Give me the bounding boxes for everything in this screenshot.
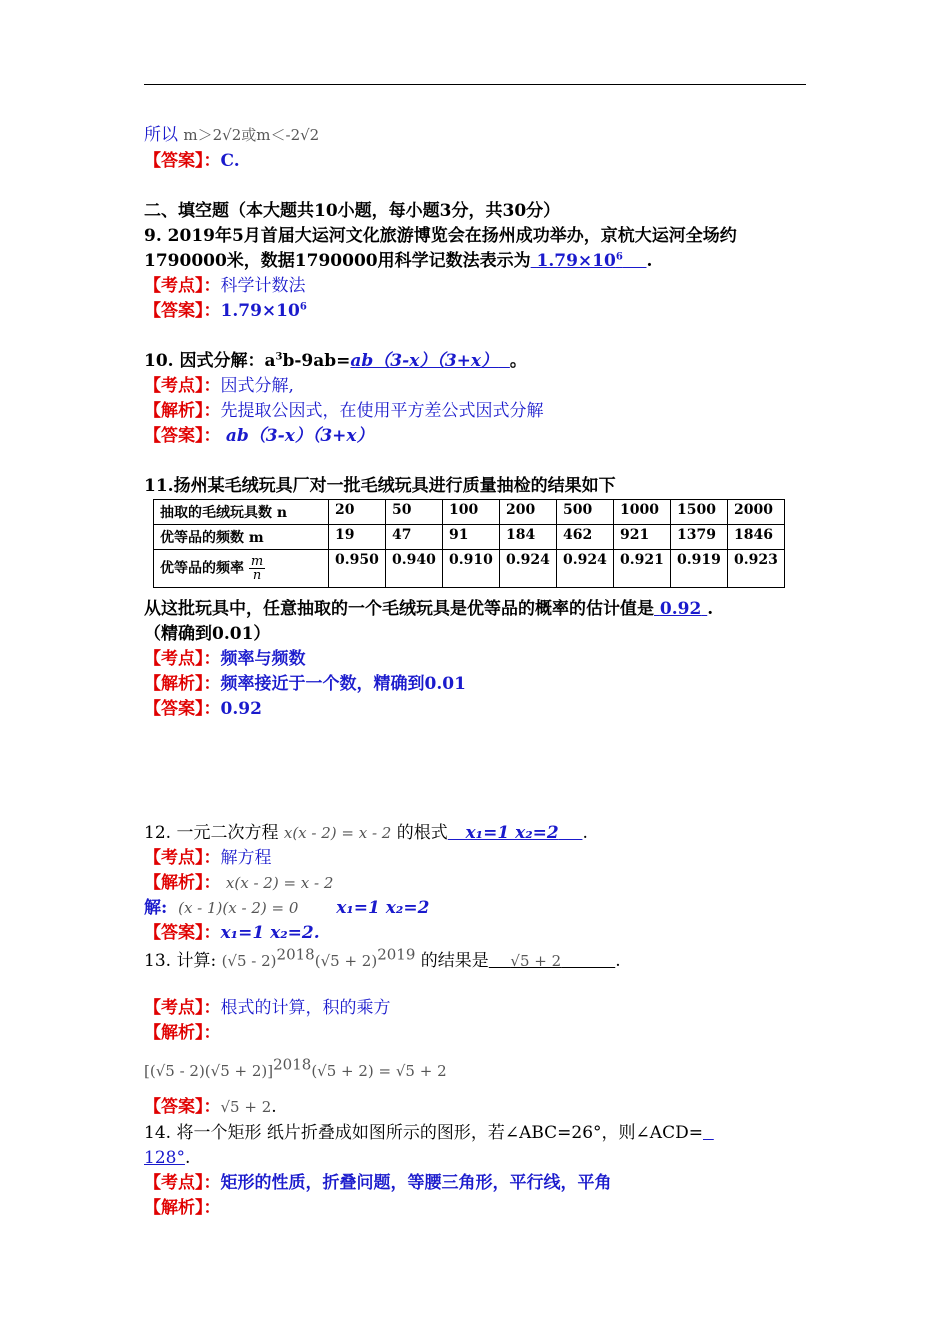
q11-after2: （精确到0.01） [144,624,271,644]
q9-answer-base: 1.79×10 [536,251,616,271]
table-row-header: 优等品的频数 m [154,525,329,550]
table-cell: 100 [443,500,500,525]
q12-jie [144,897,429,919]
prev-answer-line [144,150,240,172]
q10-exp: 3 [275,351,283,363]
q13-jiexi [144,1022,221,1044]
q9-answer-exp: 6 [615,251,623,263]
table-row-header: 抽取的毛绒玩具数 n [154,500,329,525]
q12-answer-text: x₁=1 x₂=2 [465,823,559,843]
q13-answer-text: √5 + 2 [510,952,562,970]
q9-daan [144,300,307,322]
q13-jiexi-tag: 【解析】： [144,1023,221,1043]
q13-kaodian-tag: 【考点】： [144,998,221,1018]
q12-kaodian [144,847,272,869]
q11-daan [144,698,262,720]
q10-daan-text: ab（3-x）（3+x） [225,426,374,446]
q11-jiexi-text: 频率接近于一个数，精确到0.01 [220,674,466,694]
q13-daan-end: . [271,1097,277,1117]
q13-expr-b: (√5 + 2) [314,952,378,970]
row-label: 优等品的频率 [160,560,244,577]
q10-daan-tag: 【答案】： [144,426,221,446]
fraction [249,555,265,582]
q12-kaodian-tag: 【考点】： [144,848,221,868]
q13-step-a: [(√5 - 2)(√5 + 2)] [144,1062,274,1080]
q10-jiexi-tag: 【解析】： [144,401,221,421]
q9-kaodian [144,275,306,297]
q14-kaodian-text: 矩形的性质，折叠问题，等腰三角形，平行线，平角 [220,1173,612,1193]
q9-answer [531,251,647,271]
q11-answer-text: 0.92 [659,599,702,619]
q13-exp-a: 2018 [276,945,315,964]
q13-expr-a: (√5 - 2) [221,952,277,970]
q10-jiexi [144,400,544,422]
table-cell: 1379 [671,525,728,550]
table-cell: 921 [614,525,671,550]
q10-answer-text: ab（3-x）（3+x） [350,351,499,371]
table-cell: 0.919 [671,550,728,588]
q9-line1: 9. 2019年5月首届大运河文化旅游博览会在扬州成功举办，京杭大运河全场约 [144,226,737,246]
q14-line1 [144,1122,714,1144]
table-cell: 0.910 [443,550,500,588]
q11-end: . [707,599,714,619]
q12-end: . [582,823,588,843]
q10-pre: 10. 因式分解：a [144,351,276,371]
q13-end: . [615,951,621,971]
q10-jiexi-text: 先提取公因式，在使用平方差公式因式分解 [220,401,544,421]
q12-kaodian-text: 解方程 [220,848,272,868]
q11-kaodian [144,648,306,670]
q13-step-exp: 2018 [273,1055,312,1074]
table-cell: 20 [329,500,386,525]
q11-table [153,499,785,588]
q12-equation: x(x - 2) = x - 2 [283,824,392,842]
q9-kaodian-text: 科学计数法 [220,276,306,296]
q10-kaodian [144,375,294,397]
q11-jiexi [144,673,466,695]
q12-jie-equation: (x - 1)(x - 2) = 0 [178,899,299,917]
q9-daan-exp: 6 [299,301,307,313]
table-cell: 91 [443,525,500,550]
q13-daan-tag: 【答案】： [144,1097,221,1117]
q10-end: 。 [509,351,527,371]
q9-daan-tag: 【答案】： [144,301,221,321]
table-cell: 2000 [728,500,785,525]
q9-line2-text: 1790000米，数据1790000用科学记数法表示为 [144,251,531,271]
table-cell: 0.921 [614,550,671,588]
prev-answer-value: C. [220,151,240,171]
q9-kaodian-tag: 【考点】： [144,276,221,296]
conclusion-expr: m＞2√2或m＜‑2√2 [183,126,320,144]
q14-answer-gap [703,1123,714,1143]
q11-after1-text: 从这批玩具中，任意抽取的一个毛绒玩具是优等品的概率的估计值是 [144,599,654,619]
q13-exp-b: 2019 [377,945,416,964]
table-cell: 500 [557,500,614,525]
q11-kaodian-tag: 【考点】： [144,649,221,669]
conclusion-text: 所以 [144,125,178,145]
q12-daan [144,922,320,944]
q14-kaodian [144,1172,612,1194]
q10-answer [350,351,509,371]
q9-line2 [144,250,652,272]
q12-jiexi-tag: 【解析】： [144,873,221,893]
table-row [154,550,785,588]
table-cell: 50 [386,500,443,525]
q13-kaodian [144,997,391,1019]
q11-after1 [144,598,713,620]
q12-jie-label: 解: [144,898,168,918]
q11-kaodian-text: 频率与频数 [220,649,306,669]
section-title: 二、填空题（本大题共10小题，每小题3分，共30分） [144,201,561,221]
table-cell: 0.923 [728,550,785,588]
fraction-denominator: n [252,568,262,583]
table-row-header [154,550,329,588]
q9-daan-base: 1.79×10 [220,301,300,321]
q14-line1-text: 14. 将一个矩形 纸片折叠成如图所示的图形，若∠ABC=26°，则∠ACD= [144,1123,703,1143]
q13-answer [489,951,615,971]
q11-daan-tag: 【答案】： [144,699,221,719]
q14-line2 [144,1147,190,1169]
prev-answer-tag: 【答案】： [144,151,221,171]
table-cell: 462 [557,525,614,550]
table-cell: 0.924 [557,550,614,588]
table-cell: 0.940 [386,550,443,588]
table-cell: 1846 [728,525,785,550]
q11-jiexi-tag: 【解析】： [144,674,221,694]
q14-answer: 128° [144,1148,185,1168]
q10-daan [144,425,374,447]
table-cell: 47 [386,525,443,550]
q12-answer [448,823,583,843]
q12-jiexi [144,872,333,894]
q12-daan-text: x₁=1 x₂=2. [220,923,320,943]
table-cell: 1500 [671,500,728,525]
q13-question [144,945,621,972]
q13-daan-text: √5 + 2 [220,1098,272,1116]
q10-kaodian-tag: 【考点】： [144,376,221,396]
q11-answer [654,599,707,619]
q11-daan-text: 0.92 [220,699,262,719]
q10-mid: b-9ab= [282,351,351,371]
q12-jie-answer: x₁=1 x₂=2 [336,898,430,918]
q10-question [144,350,527,372]
q13-pre: 13. 计算: [144,951,217,971]
q12-post: 的根式 [396,823,448,843]
table-cell: 0.924 [500,550,557,588]
q12-jiexi-equation: x(x - 2) = x - 2 [225,874,334,892]
header-rule [144,84,806,85]
q12-question [144,822,588,844]
q12-pre: 12. 一元二次方程 [144,823,279,843]
q13-step-b: (√5 + 2) = √5 + 2 [311,1062,447,1080]
q14-jiexi [144,1197,221,1219]
q13-step [144,1055,447,1082]
q13-daan [144,1096,277,1118]
table-row [154,525,785,550]
q9-end: . [646,251,653,271]
table-cell: 200 [500,500,557,525]
table-cell: 0.950 [329,550,386,588]
conclusion-line [144,124,319,146]
q10-kaodian-text: 因式分解, [220,376,294,396]
q13-post: 的结果是 [420,951,489,971]
q14-end: . [184,1148,191,1168]
table-cell: 1000 [614,500,671,525]
table-cell: 184 [500,525,557,550]
fraction-numerator: m [250,554,264,569]
q13-kaodian-text: 根式的计算，积的乘方 [220,998,391,1018]
table-row [154,500,785,525]
q14-kaodian-tag: 【考点】： [144,1173,221,1193]
q11-title: 11.扬州某毛绒玩具厂对一批毛绒玩具进行质量抽检的结果如下 [144,476,616,496]
table-cell: 19 [329,525,386,550]
q12-daan-tag: 【答案】： [144,923,221,943]
q14-jiexi-tag: 【解析】： [144,1198,221,1218]
